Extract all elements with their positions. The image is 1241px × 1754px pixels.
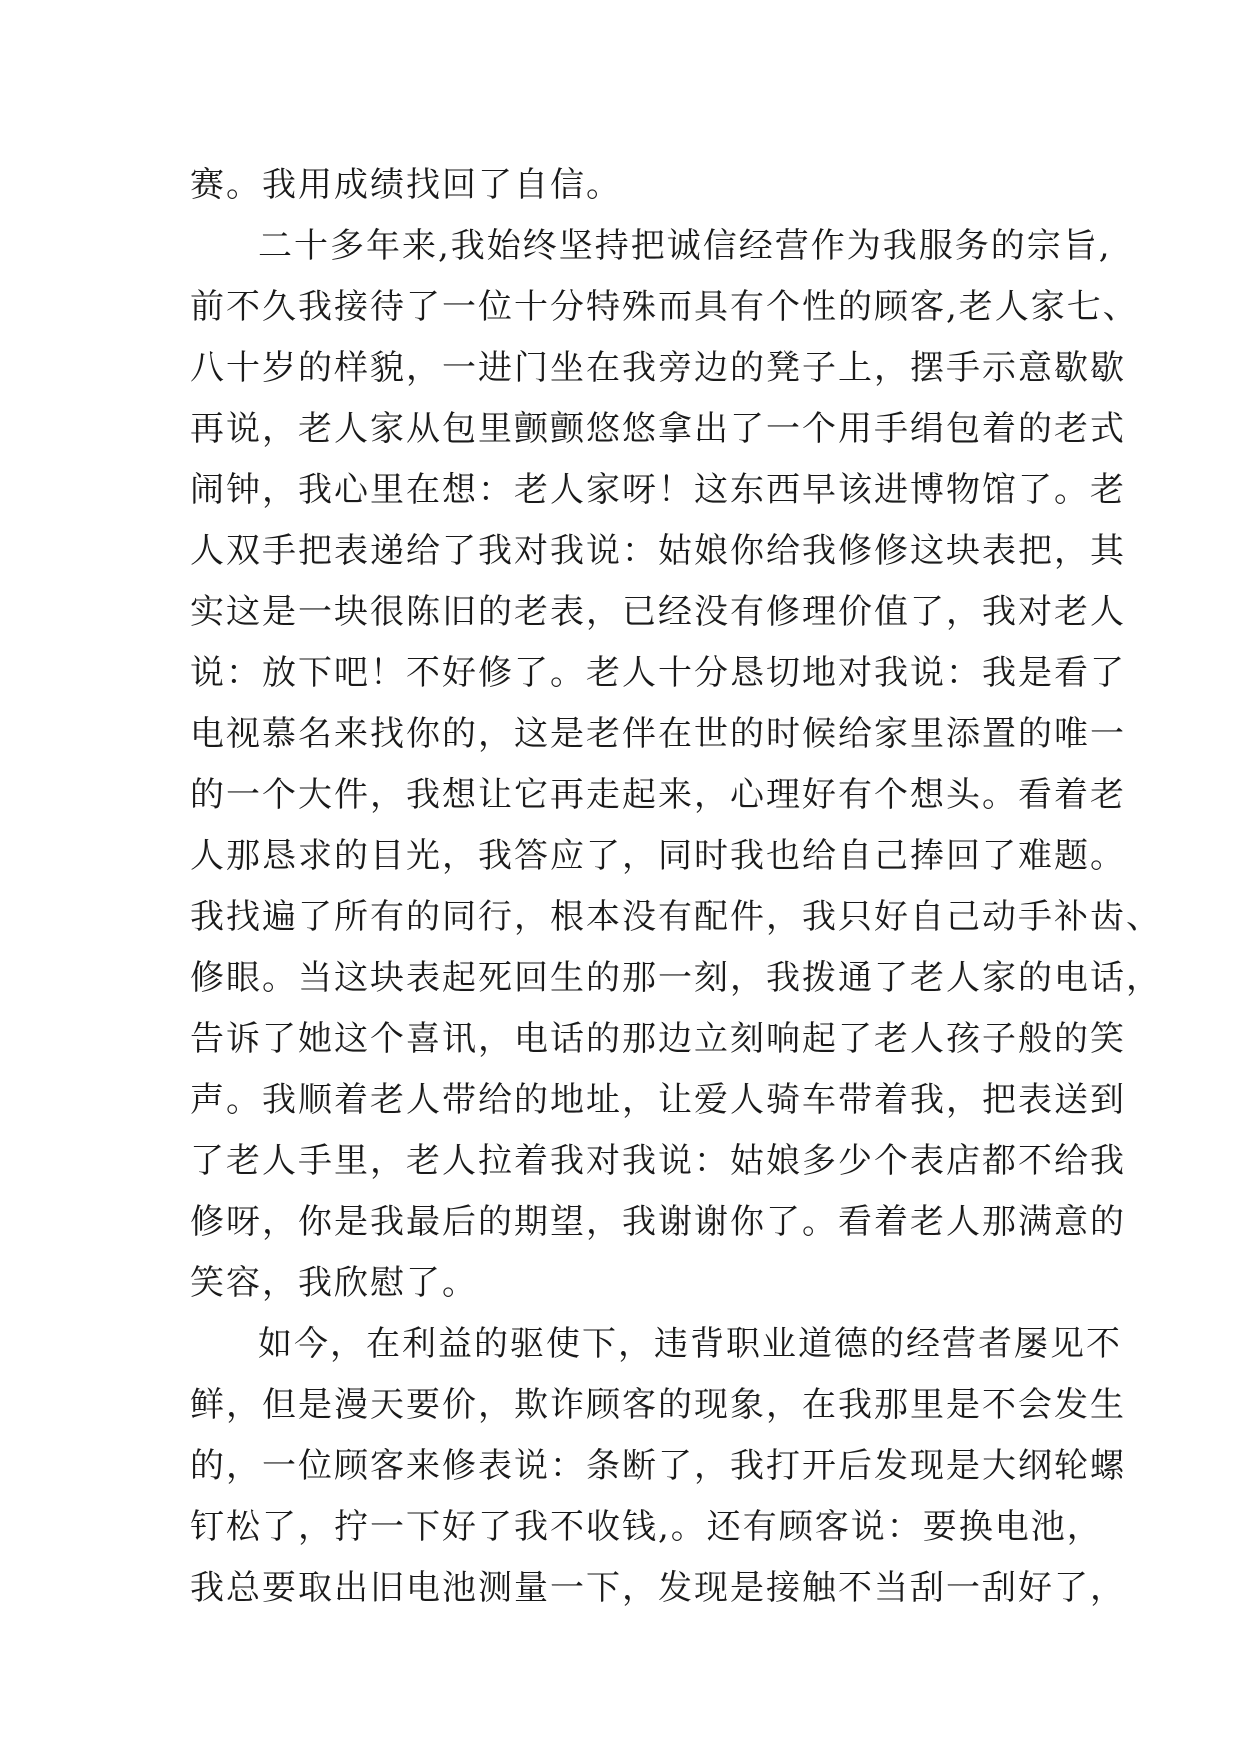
- text-line: 赛。我用成绩找回了自信。: [190, 165, 622, 205]
- text-line: 电视慕名来找你的，这是老伴在世的时候给家里添置的唯一: [190, 714, 1126, 754]
- text-line: 钉松了，拧一下好了我不收钱,。还有顾客说：要换电池，: [190, 1507, 1103, 1547]
- text-line: 修呀，你是我最后的期望，我谢谢你了。看着老人那满意的: [190, 1202, 1126, 1242]
- text-line: 再说，老人家从包里颤颤悠悠拿出了一个用手绢包着的老式: [190, 409, 1126, 449]
- text-line: 前不久我接待了一位十分特殊而具有个性的顾客,老人家七、: [190, 287, 1139, 327]
- text-line: 告诉了她这个喜讯，电话的那边立刻响起了老人孩子般的笑: [190, 1019, 1126, 1059]
- text-line: 声。我顺着老人带给的地址，让爱人骑车带着我，把表送到: [190, 1080, 1126, 1120]
- text-line: 八十岁的样貌，一进门坐在我旁边的凳子上，摆手示意歇歇: [190, 348, 1126, 388]
- text-line: 说：放下吧！不好修了。老人十分恳切地对我说：我是看了: [190, 653, 1126, 693]
- text-line: 的一个大件，我想让它再走起来，心理好有个想头。看着老: [190, 775, 1126, 815]
- text-line: 我找遍了所有的同行，根本没有配件，我只好自己动手补齿、: [190, 897, 1162, 937]
- text-line: 了老人手里，老人拉着我对我说：姑娘多少个表店都不给我: [190, 1141, 1126, 1181]
- text-line: 实这是一块很陈旧的老表，已经没有修理价值了，我对老人: [190, 592, 1126, 632]
- text-line: 笑容，我欣慰了。: [190, 1263, 478, 1303]
- paragraph-start-line: 如今，在利益的驱使下，违背职业道德的经营者屡见不: [258, 1324, 1122, 1364]
- text-line: 的，一位顾客来修表说：条断了，我打开后发现是大纲轮螺: [190, 1446, 1126, 1486]
- text-line: 我总要取出旧电池测量一下，发现是接触不当刮一刮好了，: [190, 1568, 1126, 1608]
- text-line: 修眼。当这块表起死回生的那一刻，我拨通了老人家的电话，: [190, 958, 1162, 998]
- text-line: 人双手把表递给了我对我说：姑娘你给我修修这块表把，其: [190, 531, 1126, 571]
- text-line: 鲜，但是漫天要价，欺诈顾客的现象，在我那里是不会发生: [190, 1385, 1126, 1425]
- paragraph-start-line: 二十多年来,我始终坚持把诚信经营作为我服务的宗旨,: [258, 226, 1112, 266]
- text-line: 闹钟，我心里在想：老人家呀！这东西早该进博物馆了。老: [190, 470, 1126, 510]
- text-line: 人那恳求的目光，我答应了，同时我也给自己捧回了难题。: [190, 836, 1126, 876]
